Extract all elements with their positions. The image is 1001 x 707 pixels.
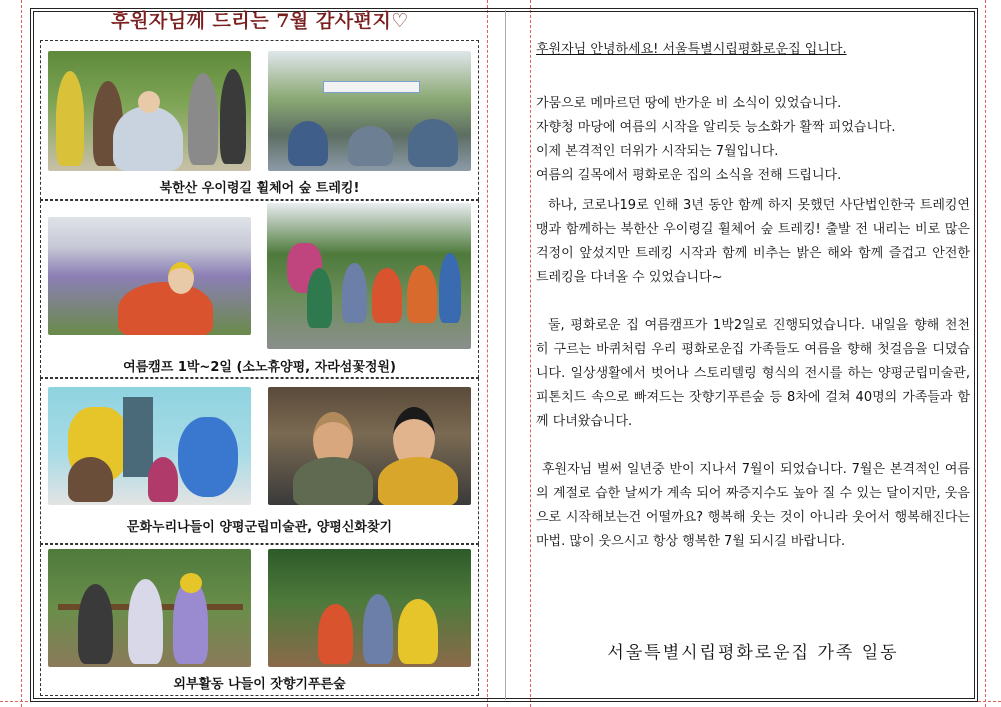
photo-section-outing	[40, 544, 479, 696]
bench-photo	[48, 549, 251, 667]
intro-line: 이제 본격적인 더위가 시작되는 7월입니다.	[536, 144, 779, 159]
photo-section-trekking	[40, 40, 479, 200]
letter-title: 후원자님께 드리는 7월 감사편지♡	[111, 10, 409, 32]
intro-line: 여름의 길목에서 평화로운 집의 소식을 전해 드립니다.	[536, 168, 842, 183]
lavender-field-photo	[48, 217, 251, 335]
trekking-group-photo	[48, 51, 251, 171]
garden-group-photo	[267, 203, 471, 349]
group-banner-photo	[268, 51, 471, 171]
letter-signature: 서울특별시립평화로운집 가족 일동	[607, 643, 899, 663]
intro-line: 가뭄으로 메마르던 땅에 반가운 비 소식이 있었습니다.	[536, 96, 842, 111]
letter-body	[536, 38, 970, 554]
paragraph-closing: 후원자님 벌써 일년중 반이 지나서 7월이 되었습니다. 7월은 본격적인 여름의 계절로 습한 날씨가 계속 되어 짜증지수도 높아 질 수 있는 달이지만, 웃음으로 시작해보는건 어떨까요? 행복해 웃는 것이 아니라 웃어서 행복해진다는 마법. 많이 웃으시고 항상 행복한 7월 되시길 바랍니다.	[536, 462, 970, 549]
art-museum-photo	[48, 387, 251, 505]
paragraph-camp: 둘, 평화로운 집 여름캠프가 1박2일로 진행되었습니다. 내일을 향해 천천히 구르는 바퀴처럼 우리 평화로운집 가족들도 여름을 향해 첫걸음을 디뎠습니다. 일상생활에서 벗어나 스토리텔링 형식의 전시를 하는 양평군립미술관, 피톤치드 속으로 빠져드는 잣향기푸른숲 등 8차에 걸쳐 40명의 가족들과 함께 다녀왔습니다.	[536, 318, 970, 429]
portrait-photo	[268, 387, 471, 505]
letter-greeting: 후원자님 안녕하세요! 서울특별시립평화로운집 입니다.	[536, 42, 847, 57]
paragraph-trekking: 하나, 코로나19로 인해 3년 동안 함께 하지 못했던 사단법인한국 트레킹연맹과 함께하는 북한산 우이령길 휠체어 숲 트레킹! 출발 전 내리는 비로 많은 걱정이 앞섰지만 트레킹 시작과 함께 비추는 밝은 해와 함께 즐겁고 안전한 트레킹을 다녀올 수 있었습니다~	[536, 198, 970, 285]
margin-guide-left	[21, 0, 22, 707]
forest-deck-photo	[268, 549, 471, 667]
margin-guide-right	[985, 0, 986, 707]
photo-caption: 북한산 우이령길 휠체어 숲 트레킹!	[159, 181, 360, 196]
photo-section-summer-camp	[40, 200, 479, 378]
photo-caption: 문화누리나들이 양평군립미술관, 양평신화찾기	[126, 520, 393, 535]
photo-section-culture	[40, 378, 479, 544]
column-divider	[505, 10, 506, 700]
photo-caption: 외부활동 나들이 잣향기푸른숲	[173, 677, 346, 692]
intro-line: 자향청 마당에 여름의 시작을 알리듯 능소화가 활짝 피었습니다.	[536, 120, 896, 135]
photo-caption: 여름캠프 1박~2일 (소노휴양평, 자라섬꽃정원)	[123, 360, 396, 375]
